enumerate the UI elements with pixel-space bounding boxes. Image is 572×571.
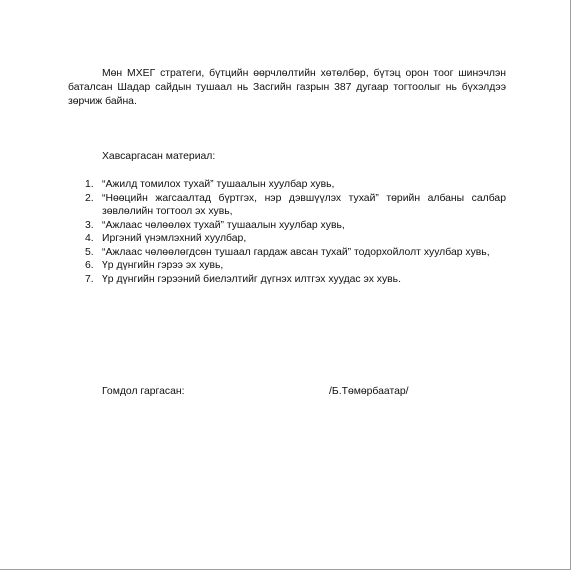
list-item-number: 4. bbox=[85, 233, 94, 244]
list-item-text: Иргэний үнэмлэхний хуулбар, bbox=[102, 233, 247, 244]
list-item bbox=[68, 219, 506, 233]
list-item-number: 1. bbox=[85, 179, 94, 190]
list-item-text: “Ажлаас чөлөөлөх тухай” тушаалын хуулбар хувь, bbox=[102, 219, 345, 231]
list-item bbox=[68, 259, 506, 273]
list-item bbox=[68, 178, 506, 192]
list-item bbox=[68, 192, 506, 219]
body-paragraph: Мөн МХЕГ стратеги, бүтцийн өөрчлөлтийн хөтөлбөр, бүтэц орон тоог шинэчлэн баталсан Шадар сайдын тушаал нь Засгийн газрын 387 дугаар тогтоолыг нь бүхэлдээ зөрчиж байна. bbox=[68, 68, 506, 107]
list-item-number: 7. bbox=[85, 273, 94, 285]
list-item bbox=[68, 246, 506, 260]
list-item-text: “Ажлаас чөлөөлөгдсөн тушаал гардаж авсан тухай” тодорхойлолт хуулбар хувь, bbox=[102, 246, 490, 258]
signature-label: Гомдол гаргасан: bbox=[102, 386, 185, 397]
list-item-text: Үр дүнгийн гэрээ эх хувь, bbox=[102, 260, 224, 271]
list-item-text: “Ажилд томилох тухай” тушаалын хуулбар хувь, bbox=[102, 179, 335, 190]
attachments-list bbox=[68, 178, 506, 286]
list-item-number: 2. bbox=[85, 192, 94, 204]
list-item-text: Үр дүнгийн гэрээний биелэлтийг дүгнэх илтгэх хуудас эх хувь. bbox=[102, 273, 401, 285]
list-item-number: 5. bbox=[85, 246, 94, 258]
list-item-number: 3. bbox=[85, 219, 94, 231]
list-item bbox=[68, 273, 506, 287]
list-item bbox=[68, 232, 506, 246]
list-item-number: 6. bbox=[85, 260, 94, 271]
signature-name: /Б.Төмөрбаатар/ bbox=[329, 386, 409, 397]
list-item-text: “Нөөцийн жагсаалтад бүртгэх, нэр дэвшүүлэх тухай” төрийн албаны салбар зөвлөлийн тогтоол эх хувь, bbox=[102, 192, 506, 217]
attachments-heading: Хавсаргасан материал: bbox=[102, 151, 216, 162]
